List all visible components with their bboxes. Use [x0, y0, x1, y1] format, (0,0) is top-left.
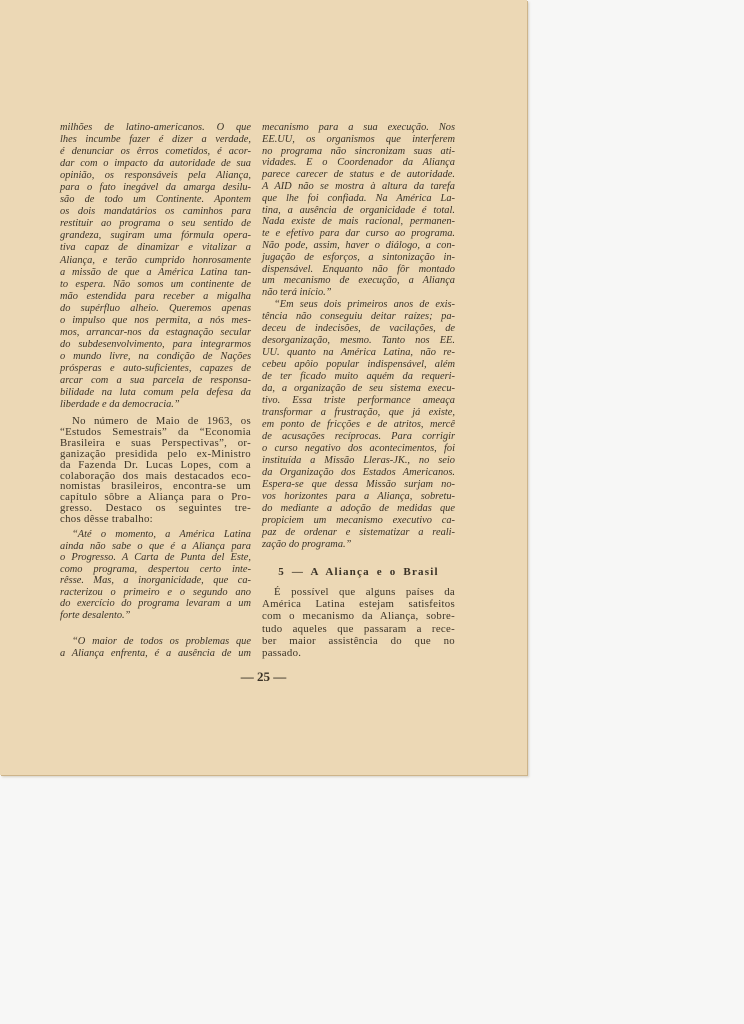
paragraph [60, 416, 251, 525]
text-line: restituir ao programa o seu sentido de [60, 218, 251, 230]
text-line: do subdesenvolvimento, para integrarmos [60, 338, 251, 350]
text-line: milhões de latino-americanos. O que [60, 122, 251, 133]
text-line: tência não conseguiu deitar raízes; pa- [262, 311, 455, 322]
text-line: a missão de que a América Latina tan- [60, 266, 251, 278]
text-line: para o fato inegável da amarga desilu- [60, 182, 251, 194]
text-line: dispensável. Enquanto não fôr montado [262, 263, 455, 275]
paragraph [262, 586, 455, 659]
text-line: forte desalento.” [60, 609, 131, 621]
text-line: vos horizontes para a Aliança, sobretu- [262, 491, 455, 502]
text-line: te e efetivo para dar curso ao programa. [262, 228, 455, 240]
text-line: grandeza, sugiram uma fórmula opera- [60, 230, 251, 242]
text-line: da, a organização de seu sistema execu- [262, 383, 455, 394]
text-line: Aliança, e terão cumprido honrosamente [60, 254, 251, 266]
text-line: com o mecanismo da Aliança, sobre- [262, 610, 455, 623]
paragraph [60, 636, 251, 660]
text-line: EE.UU, os organismos que interferem [262, 133, 455, 145]
text-line: “O maior de todos os problemas que [72, 636, 251, 647]
text-line: Não pode, assim, haver o diálogo, a con- [262, 239, 455, 251]
text-line: zação do programa.” [262, 539, 352, 550]
section-heading: 5 — A Aliança e o Brasil [278, 566, 439, 578]
text-line: capítulo sôbre a Aliança para o Pro- [60, 491, 251, 504]
text-line: da Organização dos Estados Americanos. [262, 467, 455, 478]
page-number: — 25 — [240, 669, 287, 684]
text-line: Nada existe de mais racional, permanen- [262, 216, 455, 228]
text-line: o impulso que nos permita, a nós mes- [60, 314, 251, 326]
text-line: instituída a Missão Lleras-JK., no seio [262, 455, 455, 466]
paragraph [60, 122, 251, 411]
paragraph [262, 122, 455, 299]
text-line: de acusações recíprocas. Para corrigir [262, 431, 455, 442]
text-line: no programa não sincronizam suas ati- [262, 145, 455, 157]
text-line: que lhe foi confiada. Na América La- [262, 192, 455, 204]
text-line: Espera-se que dessa Missão surjam no- [262, 479, 455, 490]
text-line: ber maior assistência do que no [262, 634, 455, 647]
text-line: não terá início.” [262, 287, 332, 299]
paragraph [262, 299, 455, 551]
text-line: Brasileira e suas Perspectivas”, or- [60, 436, 251, 449]
text-line: to espera. Não somos um continente de [60, 278, 251, 290]
text-line: mos, arrancar-nos da estagnação secular [60, 326, 251, 338]
text-line: mão estendida para receber a migalha [60, 290, 251, 302]
text-line: ainda não sabe o que é a Aliança para [60, 540, 251, 552]
text-line: tivo. Essa triste performance ameaça [262, 395, 455, 406]
text-line: No número de Maio de 1963, os [72, 415, 251, 427]
text-line: vidades. E o Coordenador da Aliança [262, 157, 455, 169]
text-line: lhes incumbe fazer é dizer a verdade, [60, 134, 251, 146]
text-line: paz de ordenar e sistematizar a reali- [262, 527, 455, 538]
text-line: mecanismo para a sua execução. Nos [262, 122, 455, 133]
text-line: América Latina estejam satisfeitos [262, 598, 455, 611]
text-line: de ter ficado muito aquém da requeri- [262, 371, 455, 382]
text-line: “Em seus dois primeiros anos de exis- [274, 299, 455, 310]
text-line: rêsse. Mas, a inorganicidade, que ca- [60, 575, 251, 586]
text-line: cebeu apôio popular indispensável, além [262, 359, 455, 370]
text-line: ganização presidida pelo ex-Ministro [60, 447, 251, 460]
text-line: do mediante a adoção de medidas que [262, 503, 455, 514]
text-line: racterizou o primeiro e o segundo ano [60, 586, 251, 598]
text-line: a Aliança enfrenta, é a ausência de um [60, 648, 251, 659]
text-line: passado. [262, 647, 302, 660]
text-line: o mundo livre, na condição de Nações [60, 350, 251, 362]
text-line: é denunciar os êrros cometidos, é acor- [60, 146, 251, 158]
text-line: são de todo um Continente. Apontem [60, 194, 251, 206]
text-line: jugação de esforços, a sintonização in- [262, 251, 455, 263]
text-line: gresso. Destaco os seguintes tre- [60, 502, 251, 515]
text-line: tina, a ausência de organicidade é total. [262, 204, 455, 216]
text-line: os dois mandatários os caminhos para [60, 206, 251, 218]
text-line: tiva capaz de dinamizar e vitalizar a [60, 242, 251, 254]
text-line: do supérfluo alheio. Queremos apenas [60, 302, 251, 314]
text-line: o Progresso. A Carta de Punta del Este, [60, 552, 251, 563]
text-line: propiciem um mecanismo executivo ca- [262, 515, 455, 526]
text-line: “Até o momento, a América Latina [72, 529, 251, 540]
text-line: tudo aqueles que passaram a rece- [262, 622, 455, 635]
text-line: A AID não se mostra à altura da tarefa [262, 180, 455, 192]
text-line: desorganização, mesmo. Tanto nos EE. [262, 335, 455, 346]
text-line: liberdade e da democracia.” [60, 399, 180, 411]
text-line: É possível que alguns países da [274, 586, 455, 598]
text-line: opinião, os responsáveis pela Aliança, [60, 170, 251, 182]
text-line: em ponto de fricções e de atritos, mercê [262, 419, 455, 430]
text-line: prósperas e auto-suficientes, capazes de [60, 362, 251, 374]
text-line: da Fazenda Dr. Lucas Lopes, com a [60, 458, 251, 471]
paragraph [60, 529, 251, 621]
text-line: arcar com a sua parcela de responsa- [60, 374, 251, 386]
text-line: colaboração dos mais destacados eco- [60, 469, 251, 482]
text-line: deceu de indecisões, de vacilações, de [262, 323, 455, 334]
text-line: UU. quanto na América Latina, não re- [262, 347, 455, 358]
text-line: “Estudos Semestrais” da “Economia [60, 425, 251, 438]
text-line: dar com o impacto da autoridade de sua [60, 158, 251, 170]
text-line: o curso negativo dos acontecimentos, foi [262, 443, 455, 454]
text-line: do exercício do programa levaram a um [60, 598, 251, 609]
text-line: como programa, despertou certo inte- [60, 563, 251, 575]
text-line: um mecanismo de execução, a Aliança [262, 275, 455, 287]
text-line: bilidade na luta comum pela defesa da [60, 387, 251, 399]
text-line: parece carecer de status e de autoridade. [262, 169, 455, 181]
text-line: transformar a frustração, que já existe, [262, 407, 455, 418]
text-line: chos dêsse trabalho: [60, 513, 153, 526]
text-line: nomistas brasileiros, encontra-se um [60, 480, 251, 493]
